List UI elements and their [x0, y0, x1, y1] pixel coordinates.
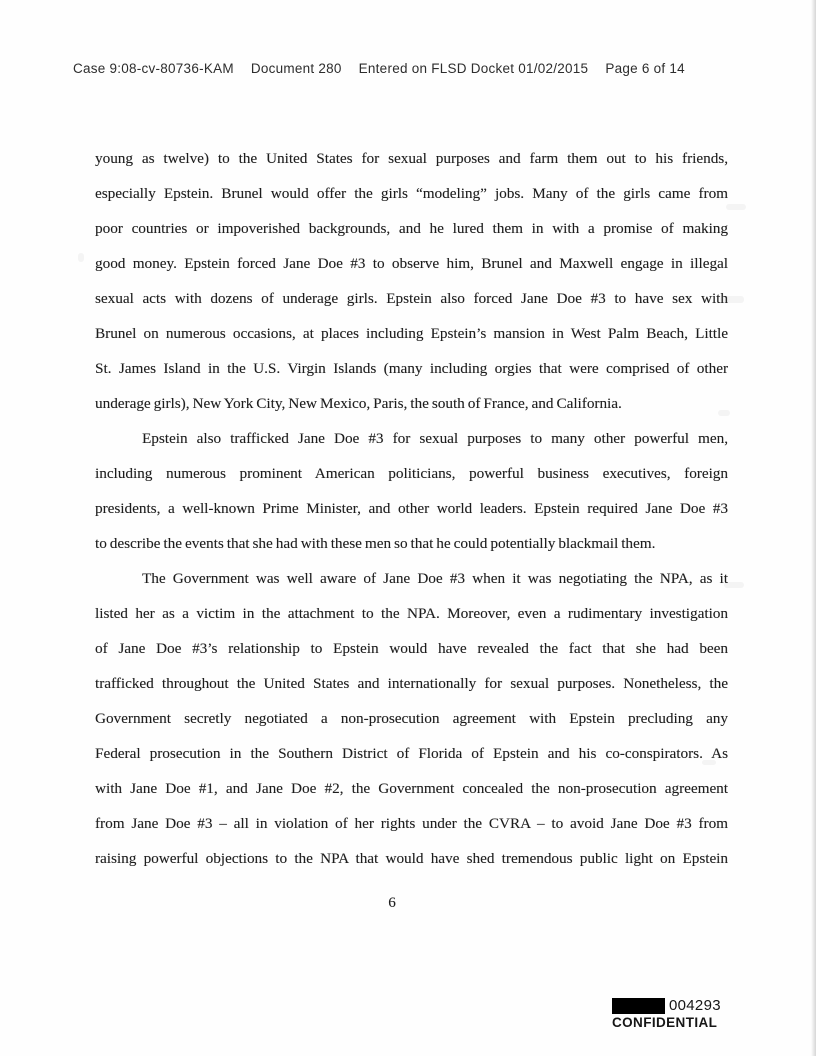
page-edge-shadow [811, 0, 816, 1056]
document-number: Document 280 [250, 61, 342, 76]
page-number: 6 [388, 895, 396, 911]
bates-stamp [612, 997, 721, 1030]
scan-artifact [702, 760, 716, 765]
text-line: Epstein also trafficked Jane Doe #3 for sexual purposes to many other powerful men, [142, 430, 728, 447]
case-number: Case 9:08-cv-80736-KAM [73, 61, 234, 76]
text-line: Government secretly negotiated a non-prosecution agreement with Epstein precluding any [95, 710, 728, 727]
text-line: with Jane Doe #1, and Jane Doe #2, the Government concealed the non-prosecution agreement [95, 780, 728, 797]
paragraph [95, 561, 728, 876]
page-indicator: Page 6 of 14 [605, 61, 685, 76]
paragraph [95, 141, 728, 421]
document-body [95, 141, 728, 876]
text-line: especially Epstein. Brunel would offer the girls “modeling” jobs. Many of the girls came from [95, 185, 728, 202]
text-line: Federal prosecution in the Southern District of Florida of Epstein and his co-conspirators. As [95, 745, 728, 762]
text-line: to describe the events that she had with these men so that he could potentially blackmail them. [95, 535, 656, 552]
bates-row [612, 997, 721, 1014]
text-line: listed her as a victim in the attachment to the NPA. Moreover, even a rudimentary investigation [95, 605, 728, 622]
scan-artifact [726, 204, 746, 210]
paragraph [95, 421, 728, 561]
text-line: sexual acts with dozens of underage girls. Epstein also forced Jane Doe #3 to have sex with [95, 290, 728, 307]
text-line: The Government was well aware of Jane Doe #3 when it was negotiating the NPA, as it [142, 570, 728, 587]
confidential-label: CONFIDENTIAL [612, 1015, 718, 1030]
case-header [73, 61, 773, 76]
docket-entry: Entered on FLSD Docket 01/02/2015 [358, 61, 589, 76]
bates-number: 004293 [669, 997, 721, 1014]
scan-artifact [720, 296, 744, 303]
text-line: presidents, a well-known Prime Minister, and other world leaders. Epstein required Jane Doe #3 [95, 500, 728, 517]
text-line: Brunel on numerous occasions, at places including Epstein’s mansion in West Palm Beach, Little [95, 325, 728, 342]
text-line: underage girls), New York City, New Mexico, Paris, the south of France, and California. [95, 395, 622, 412]
scan-artifact [724, 582, 744, 588]
text-line: including numerous prominent American politicians, powerful business executives, foreign [95, 465, 728, 482]
text-line: raising powerful objections to the NPA that would have shed tremendous public light on Epstein [95, 850, 728, 867]
scan-artifact [718, 410, 730, 416]
text-line: poor countries or impoverished backgrounds, and he lured them in with a promise of making [95, 220, 728, 237]
text-line: young as twelve) to the United States for sexual purposes and farm them out to his friends, [95, 150, 728, 167]
scan-artifact [78, 253, 84, 262]
text-line: of Jane Doe #3’s relationship to Epstein would have revealed the fact that she had been [95, 640, 728, 657]
redaction-box [612, 998, 665, 1014]
text-line: trafficked throughout the United States and internationally for sexual purposes. Nonetheless, the [95, 675, 728, 692]
text-line: from Jane Doe #3 – all in violation of her rights under the CVRA – to avoid Jane Doe #3 from [95, 815, 728, 832]
text-line: good money. Epstein forced Jane Doe #3 to observe him, Brunel and Maxwell engage in illegal [95, 255, 728, 272]
text-line: St. James Island in the U.S. Virgin Islands (many including orgies that were comprised of other [95, 360, 728, 377]
